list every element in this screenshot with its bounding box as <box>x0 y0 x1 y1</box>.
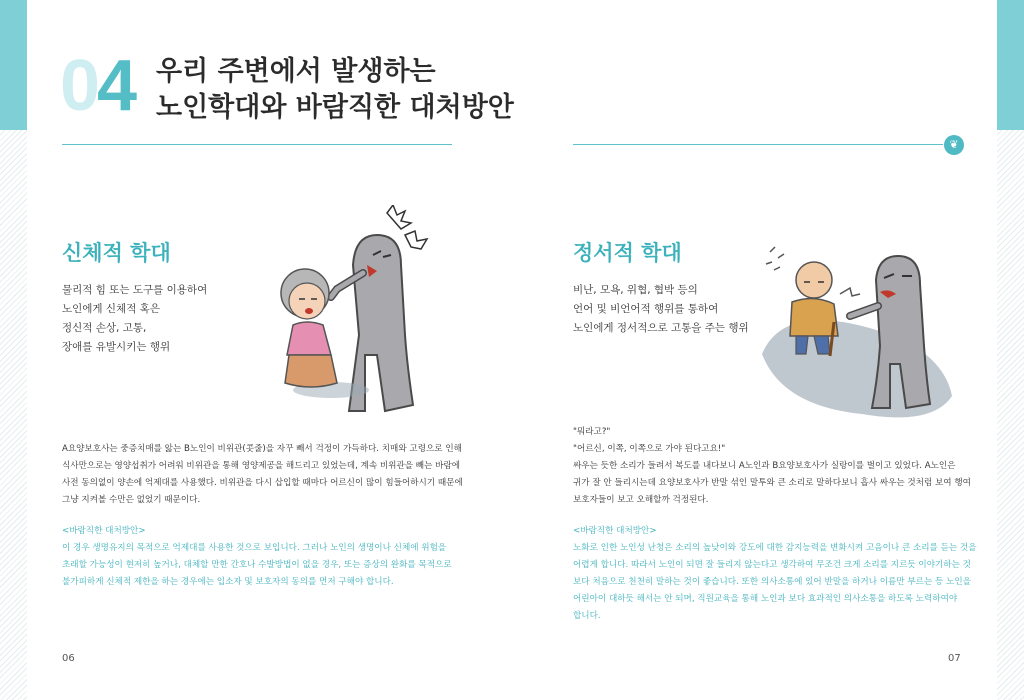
case-line: 싸우는 듯한 소리가 들려서 복도를 내다보니 A노인과 B요양보호사가 실랑이를 벌이고 있었다. A노인은 <box>573 461 956 471</box>
advice-line: 어렵게 합니다. 따라서 노인이 되면 잘 들리지 않는다고 생각하여 무조건 크게 소리를 지르듯 이야기하는 것 <box>573 560 971 570</box>
left-teal-bar <box>0 0 27 130</box>
physical-abuse-definition <box>62 281 207 357</box>
case-line: "어르신, 이쪽, 이쪽으로 가야 된다고요!" <box>573 444 726 454</box>
page-number-left: 06 <box>62 653 75 664</box>
advice-line: 합니다. <box>573 611 601 621</box>
advice-line: 보다 처음으로 천천히 말하는 것이 좋습니다. 또한 의사소통에 있어 반말을 하거나 이름만 부르는 등 노인을 <box>573 577 971 587</box>
chapter-title-line2: 노인학대와 바람직한 대처방안 <box>156 92 514 123</box>
emotional-abuse-definition <box>573 281 749 338</box>
definition-line: 정신적 손상, 고통, <box>62 322 147 334</box>
emotional-abuse-advice <box>573 523 977 625</box>
emotional-abuse-title: 정서적 학대 <box>573 241 682 265</box>
chapter-title <box>156 54 514 126</box>
case-line: 그냥 지켜볼 수만은 없었기 때문이다. <box>62 495 201 505</box>
left-divider <box>62 144 452 145</box>
emotional-abuse-illustration <box>752 236 957 426</box>
physical-abuse-illustration <box>265 205 445 420</box>
case-line: A요양보호사는 중증치매를 앓는 B노인이 비위관(콧줄)을 자꾸 빼서 걱정이 가득하다. 치매와 고령으로 인해 <box>62 444 462 454</box>
case-line: 사전 동의없이 양손에 억제대를 사용했다. 비위관을 다시 삽입할 때마다 어르신이 많이 힘들어하시기 때문에 <box>62 478 463 488</box>
physical-abuse-advice <box>62 523 452 591</box>
definition-line: 노인에게 신체적 혹은 <box>62 303 160 315</box>
emotional-abuse-case <box>573 424 971 509</box>
case-line: "뭐라고?" <box>573 427 611 437</box>
definition-line: 노인에게 정서적으로 고통을 주는 행위 <box>573 322 749 334</box>
advice-line: 초래할 가능성이 현저히 높거나, 대체할 만한 간호나 수발방법이 없을 경우, 또는 증상의 완화를 목적으로 <box>62 560 452 570</box>
physical-abuse-title: 신체적 학대 <box>62 241 171 265</box>
definition-line: 장애를 유발시키는 행위 <box>62 341 171 353</box>
physical-abuse-case <box>62 441 463 509</box>
definition-line: 물리적 힘 또는 도구를 이용하여 <box>62 284 208 296</box>
leaf-icon: ❦ <box>944 135 964 155</box>
chapter-title-line1: 우리 주변에서 발생하는 <box>156 56 436 87</box>
case-line: 귀가 잘 안 들리시는데 요양보호사가 반말 섞인 말투와 큰 소리로 말하다보니 흡사 싸우는 것처럼 보여 행여 <box>573 478 971 488</box>
case-line: 식사만으로는 영양섭취가 어려워 비위관을 통해 영양제공을 해드리고 있었는데, 계속 비위관을 빼는 바람에 <box>62 461 461 471</box>
advice-line: 노화로 인한 노인성 난청은 소리의 높낮이와 강도에 대한 감지능력을 변화시켜 고음이나 큰 소리를 듣는 것을 <box>573 543 977 553</box>
case-line: 보호자들이 보고 오해할까 걱정된다. <box>573 495 709 505</box>
page-number-right: 07 <box>948 653 961 664</box>
advice-line: 불가피하게 신체적 제한을 하는 경우에는 입소자 및 보호자의 동의를 먼저 구해야 합니다. <box>62 577 394 587</box>
right-divider <box>573 144 943 145</box>
advice-title: <바람직한 대처방안> <box>62 526 146 536</box>
definition-line: 언어 및 비언어적 행위를 통하여 <box>573 303 719 315</box>
advice-title: <바람직한 대처방안> <box>573 526 657 536</box>
right-teal-bar <box>997 0 1024 130</box>
chapter-number: 04 <box>60 46 135 126</box>
advice-line: 이 경우 생명유지의 목적으로 억제대를 사용한 것으로 보입니다. 그러나 노인의 생명이나 신체에 위험을 <box>62 543 447 553</box>
advice-line: 어린아이 대하듯 해서는 안 되며, 직원교육을 통해 노인과 보다 효과적인 의사소통을 하도록 노력하여야 <box>573 594 958 604</box>
definition-line: 비난, 모욕, 위협, 협박 등의 <box>573 284 698 296</box>
